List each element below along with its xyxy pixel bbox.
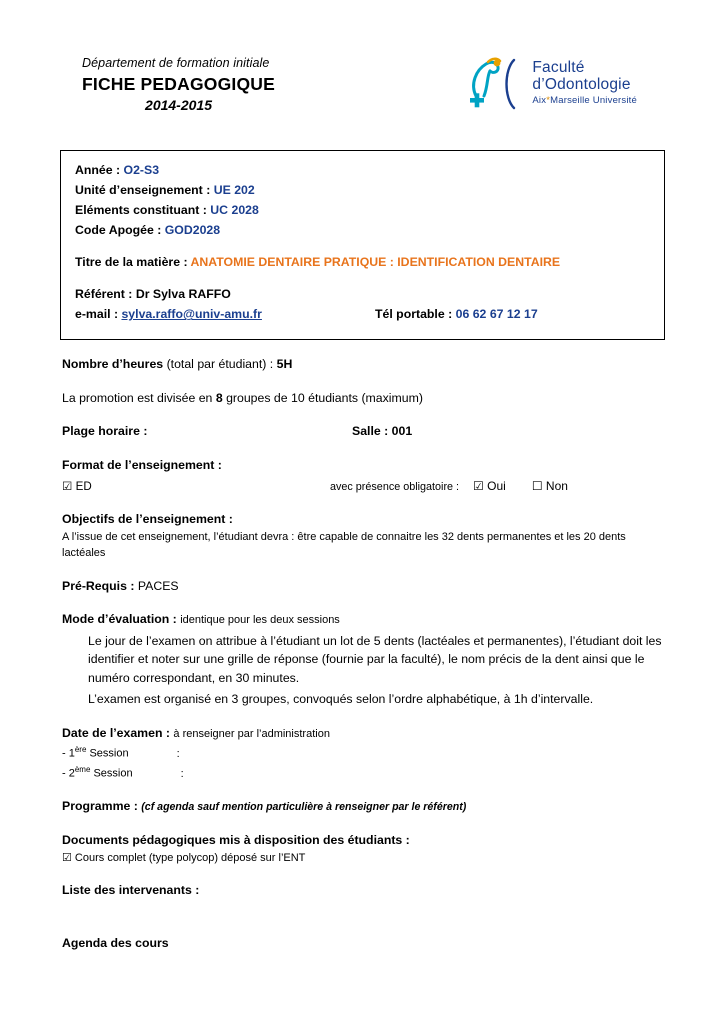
page-title: FICHE PEDAGOGIQUE — [82, 74, 276, 94]
hours-value: 5H — [276, 357, 293, 372]
format-label: Format de l’enseignement : — [62, 457, 222, 472]
documents-item-checkbox[interactable]: ☑ Cours complet (type polycop) déposé sur l’ENT — [62, 851, 306, 864]
agenda-row — [62, 934, 663, 952]
referent-value: Dr Sylva RAFFO — [135, 287, 231, 302]
info-spacer-2 — [75, 273, 650, 285]
exam-date-header — [62, 724, 663, 743]
promotion-group-count: 8 — [215, 390, 223, 405]
promotion-text-b: groupes de 10 étudiants (maximum) — [222, 390, 423, 405]
intervenants-row — [62, 881, 663, 899]
uc-value: UC 2028 — [210, 203, 259, 218]
titre-matiere-value: ANATOMIE DENTAIRE PRATIQUE : IDENTIFICATION DENTAIRE — [190, 255, 561, 270]
phone-value: 06 62 67 12 17 — [455, 307, 538, 322]
format-block — [62, 456, 663, 496]
logo-line-3 — [532, 96, 637, 106]
session-2-label: Session — [90, 767, 133, 780]
session-1-value: : — [176, 747, 180, 760]
salle-label: Salle : 001 — [352, 424, 413, 439]
evaluation-paragraph-2: L’examen est organisé en 3 groupes, convoqués selon l’ordre alphabétique, à 1h d’intervalle. — [88, 692, 594, 707]
evaluation-label: Mode d’évaluation : — [62, 612, 181, 627]
annee-row — [75, 161, 650, 180]
ue-row — [75, 181, 650, 200]
promotion-row — [62, 389, 663, 407]
faculty-logo — [464, 48, 665, 112]
logo-emblem-icon — [464, 54, 526, 112]
email-link[interactable]: sylva.raffo@univ-amu.fr — [121, 307, 262, 322]
document-header — [60, 48, 665, 132]
objectifs-label: Objectifs de l’enseignement : — [62, 512, 233, 527]
intervenants-label: Liste des intervenants : — [62, 883, 200, 898]
promotion-text-a: La promotion est divisée en — [62, 390, 216, 405]
code-apogee-value: GOD2028 — [164, 223, 221, 238]
prerequis-label: Pré-Requis : — [62, 578, 138, 593]
logo-line-3-a: Aix — [532, 94, 547, 106]
hours-row — [62, 355, 663, 373]
presence-group — [330, 477, 568, 495]
referent-row — [75, 285, 650, 304]
prerequis-row — [62, 577, 663, 595]
session-2-row — [62, 764, 663, 782]
uc-row — [75, 201, 650, 220]
exam-date-label: Date de l’examen : — [62, 725, 174, 740]
format-ed-checkbox[interactable]: ☑ ED — [62, 480, 92, 494]
logo-line-2: d’Odontologie — [532, 75, 631, 93]
exam-date-block — [62, 724, 663, 783]
session-1-label: Session — [86, 747, 129, 760]
header-title-block — [60, 48, 275, 113]
academic-years: 2014-2015 — [145, 97, 212, 113]
objectifs-text: A l’issue de cet enseignement, l’étudiant devra : être capable de connaitre les 32 dents permanentes et les 20 dents lactéales — [62, 530, 626, 560]
programme-row — [62, 797, 663, 816]
code-apogee-label: Code Apogée : — [75, 223, 165, 238]
documents-label: Documents pédagogiques mis à disposition des étudiants : — [62, 833, 410, 848]
department-line: Département de formation initiale — [82, 56, 270, 70]
schedule-room-row — [62, 422, 663, 440]
info-spacer-1 — [75, 241, 650, 253]
presence-non-checkbox[interactable]: ☐ Non — [531, 479, 568, 494]
evaluation-note: identique pour les deux sessions — [180, 614, 340, 627]
programme-note: (cf agenda sauf mention particulière à renseigner par le référent) — [141, 801, 467, 814]
evaluation-header — [62, 610, 663, 629]
course-info-box — [60, 150, 665, 340]
phone-block — [375, 305, 538, 324]
annee-label: Année : — [75, 163, 124, 177]
logo-line-3-b: Marseille Université — [550, 94, 637, 106]
contact-row — [75, 305, 650, 324]
ue-label: Unité d’enseignement : — [75, 183, 214, 198]
titre-matiere-label: Titre de la matière : — [75, 255, 191, 270]
documents-block — [62, 831, 663, 866]
uc-label: Eléments constituant : — [75, 203, 211, 218]
code-apogee-row — [75, 221, 650, 240]
plage-horaire-label: Plage horaire : — [62, 424, 148, 439]
session-2-prefix: - 2 — [62, 767, 75, 780]
titre-matiere-row — [75, 253, 650, 272]
logo-wordmark — [532, 60, 637, 106]
presence-label: avec présence obligatoire : — [330, 481, 460, 494]
programme-label: Programme : — [62, 799, 142, 814]
referent-label: Référent : — [75, 287, 136, 302]
ue-value: UE 202 — [213, 183, 255, 198]
exam-date-note: à renseigner par l’administration — [173, 727, 330, 740]
prerequis-value: PACES — [137, 578, 179, 593]
agenda-label: Agenda des cours — [62, 935, 169, 950]
hours-paren: (total par étudiant) : — [166, 357, 277, 372]
format-options-row — [62, 477, 663, 495]
document-body — [60, 355, 665, 952]
objectifs-block — [62, 510, 663, 561]
session-1-row — [62, 744, 663, 762]
logo-line-1: Faculté — [532, 59, 585, 77]
email-block — [75, 305, 375, 324]
presence-oui-checkbox[interactable]: ☑ Oui — [473, 479, 506, 494]
session-1-sup: ère — [74, 745, 87, 755]
evaluation-block — [62, 610, 663, 708]
evaluation-paragraph-1: Le jour de l’examen on attribue à l’étudiant un lot de 5 dents (lactéales et permanentes), l’étudiant doit les identifier et noter sur une grille de réponse (fournie par la faculté), le nom précis de la dent ainsi que le numéro correspondant, en 30 minutes. — [88, 633, 662, 685]
annee-value: O2-S3 — [123, 163, 160, 177]
phone-label: Tél portable : — [375, 307, 456, 322]
session-2-sup: ème — [74, 765, 91, 775]
hours-label: Nombre d’heures — [62, 357, 167, 372]
logo-line-3-dot: * — [546, 94, 551, 106]
session-1-prefix: - 1 — [62, 747, 75, 760]
session-2-value: : — [180, 767, 184, 780]
email-label: e-mail : — [75, 307, 122, 322]
